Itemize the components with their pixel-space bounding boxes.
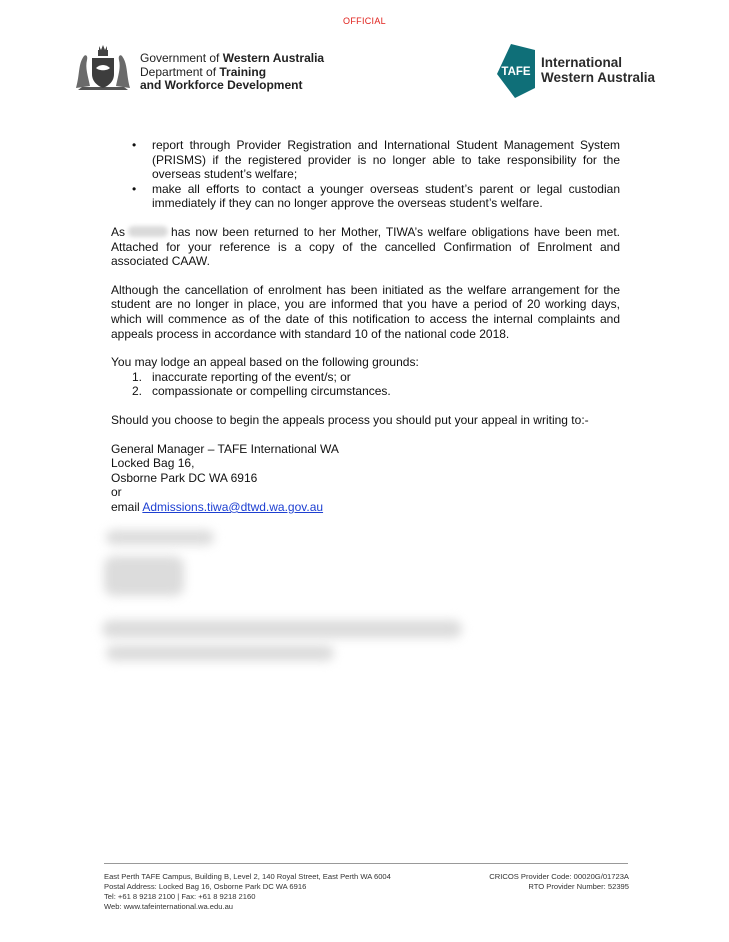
redacted-signatory-detail xyxy=(106,645,334,661)
paragraph-cancellation: Although the cancellation of enrolment has been initiated as the welfare arrangement for the student are no longer in place, you are informed that you have a period of 20 working days, which will commence as of the date of this notification to access the internal complaints and appeals process in accordance with standard 10 of the national code 2018. xyxy=(111,282,620,341)
list-item xyxy=(111,384,620,399)
footer-line: Web: www.tafeinternational.wa.edu.au xyxy=(104,902,234,911)
redacted-signature-name xyxy=(106,530,214,545)
classification-label: OFFICIAL xyxy=(343,16,386,26)
redacted-signatory-title xyxy=(102,620,462,638)
list-number: 1. xyxy=(132,369,143,384)
address-line: Locked Bag 16, xyxy=(111,456,195,471)
letter-body xyxy=(111,138,620,514)
footer-divider xyxy=(104,863,628,864)
tafe-line1: International xyxy=(541,55,623,70)
gov-line2-bold: Training xyxy=(219,64,267,79)
tafe-mark-text: TAFE xyxy=(501,66,531,78)
footer-line: Tel: +61 8 9218 2100 | Fax: +61 8 9218 2160 xyxy=(104,892,256,901)
footer-line: East Perth TAFE Campus, Building B, Level 2, 140 Royal Street, East Perth WA 6004 xyxy=(104,872,391,881)
tafe-logo-icon xyxy=(497,44,541,98)
footer-line: RTO Provider Number: 52395 xyxy=(528,882,629,891)
list-item: • make all efforts to contact a younger overseas student’s parent or legal custodian immediately if they can no longer approve the overseas student’s welfare. xyxy=(111,182,620,211)
list-number: 2. xyxy=(132,384,143,399)
footer-line: CRICOS Provider Code: 00020G/01723A xyxy=(489,872,629,881)
paragraph-welfare-met xyxy=(111,225,620,269)
email-line xyxy=(111,500,620,515)
wa-coat-of-arms-icon xyxy=(70,44,136,94)
gov-wa-department-wordmark xyxy=(140,52,324,93)
paragraph-prefix: As xyxy=(111,224,126,239)
address-line: General Manager – TAFE International WA xyxy=(111,441,339,456)
gov-line3: and Workforce Development xyxy=(140,78,303,92)
gov-line1-bold: Western Australia xyxy=(222,51,325,65)
grounds-list xyxy=(111,370,620,399)
footer-contact xyxy=(104,872,391,912)
redacted-name xyxy=(128,226,168,237)
appeal-address xyxy=(111,442,620,515)
footer-provider-codes xyxy=(440,872,629,892)
obligations-list xyxy=(111,138,620,211)
list-item: • report through Provider Registration and International Student Management System (PRISMS) if the registered provider is no longer able to take responsibility for the overseas student’s welfare; xyxy=(111,138,620,182)
gov-line2-prefix: Department of xyxy=(140,64,220,79)
list-text: inaccurate reporting of the event/s; or xyxy=(152,369,351,384)
email-link[interactable]: Admissions.tiwa@dtwd.wa.gov.au xyxy=(142,499,324,514)
paragraph-appeals-process: Should you choose to begin the appeals process you should put your appeal in writing to:- xyxy=(111,412,589,427)
tafe-line2: Western Australia xyxy=(541,70,656,85)
paragraph-rest: has now been returned to her Mother, TIWA’s welfare obligations have been met. Attached for your reference is a copy of the cancelled Confirmation of Enrolment and associated CAAW. xyxy=(111,224,620,269)
paragraph-grounds-intro: You may lodge an appeal based on the following grounds: xyxy=(111,355,419,370)
list-text: compassionate or compelling circumstances. xyxy=(152,384,391,399)
footer-line: Postal Address: Locked Bag 16, Osborne Park DC WA 6916 xyxy=(104,882,307,891)
address-line: Osborne Park DC WA 6916 xyxy=(111,470,258,485)
list-item xyxy=(111,370,620,385)
tafe-wordmark xyxy=(541,55,655,85)
redacted-signature xyxy=(104,556,184,596)
email-prefix: email xyxy=(111,499,143,514)
gov-line1-prefix: Government of xyxy=(140,51,223,65)
address-line: or xyxy=(111,485,122,500)
